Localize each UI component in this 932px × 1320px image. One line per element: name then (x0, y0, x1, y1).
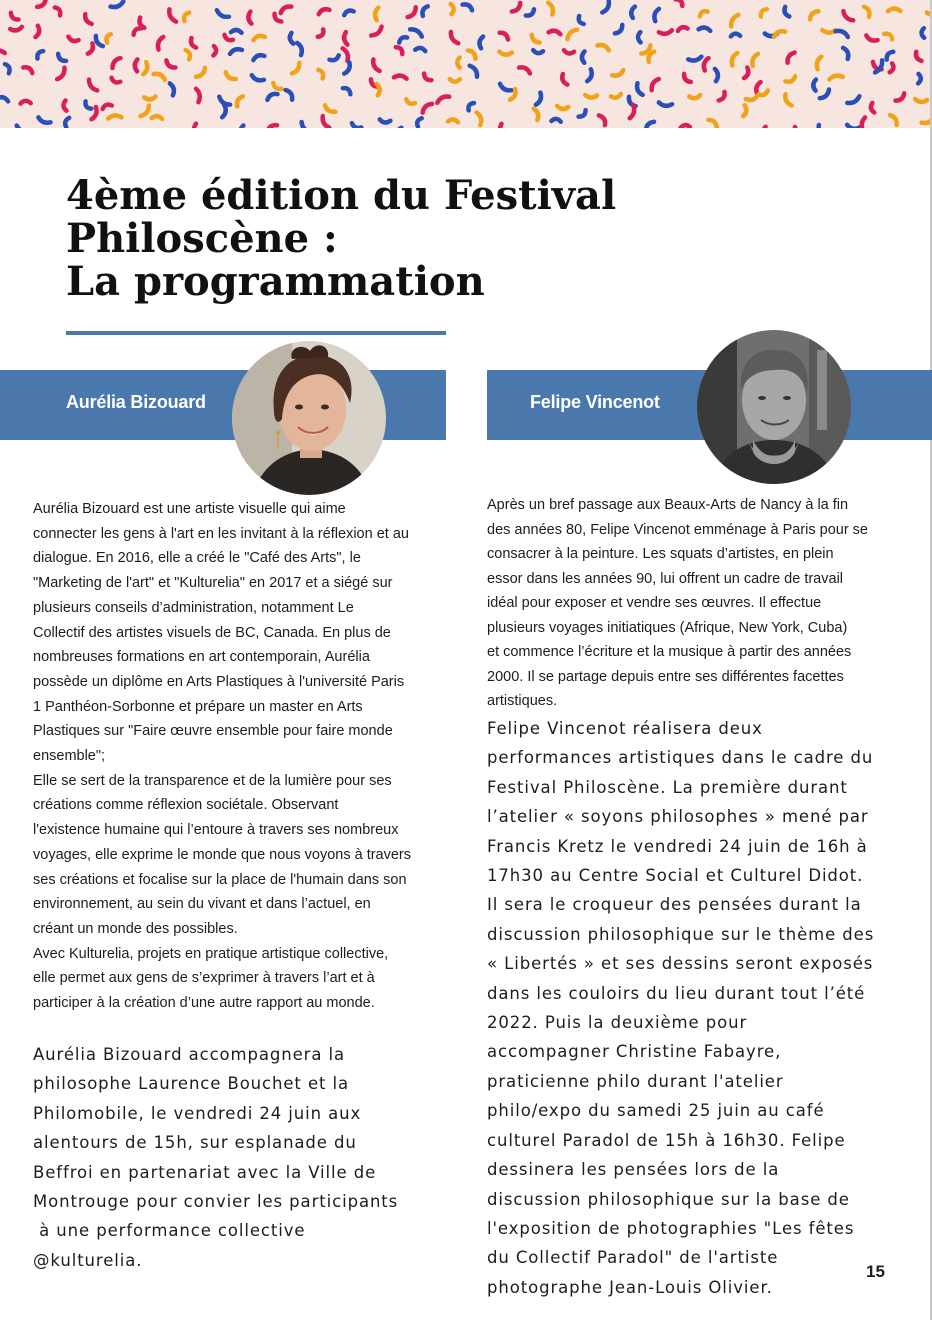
confetti-squiggle (141, 106, 149, 117)
confetti-squiggle (708, 120, 716, 128)
artist-right-portrait (697, 330, 851, 484)
confetti-squiggle (704, 58, 709, 70)
artist-right-bio-line: artistiques. (487, 693, 558, 709)
confetti-squiggle (630, 105, 634, 118)
confetti-squiggle (480, 37, 484, 49)
confetti-squiggle (916, 52, 922, 61)
confetti-squiggle (652, 79, 659, 90)
confetti-squiggle (820, 90, 829, 99)
confetti-squiggle (213, 46, 216, 55)
confetti-squiggle (659, 102, 672, 105)
confetti-squiggle (194, 124, 197, 128)
confetti-squiggle (0, 51, 5, 54)
confetti-squiggle (112, 78, 121, 83)
confetti-squiggle (512, 3, 520, 12)
confetti-squiggle (103, 105, 112, 109)
artist-right-performance-line: philo/expo du samedi 25 juin au café (487, 1101, 825, 1121)
artist-left-performance (33, 1040, 453, 1275)
confetti-squiggle (631, 7, 635, 18)
confetti-squiggle (38, 117, 50, 122)
confetti-squiggle (915, 99, 927, 102)
artist-right-performance-line: Il sera le croqueur des pensées durant la (487, 895, 862, 915)
confetti-squiggle (611, 94, 621, 98)
confetti-squiggle (248, 12, 251, 24)
artist-left-bio-line: plusieurs conseils d’administration, notamment Le (33, 599, 354, 616)
confetti-squiggle (758, 90, 768, 95)
artist-right-performance-line: l’atelier « soyons philosophes » mené par (487, 807, 869, 827)
artist-left-bio-line: créations comme réflexion sociétale. Observant (33, 797, 339, 814)
artist-right-performance-line: performances artistiques dans le cadre du (487, 748, 874, 768)
confetti-squiggle (319, 9, 330, 14)
confetti-squiggle (688, 57, 701, 61)
artist-left-bio-line: dialogue. En 2016, elle a créé le "Café des Arts", le (33, 550, 361, 567)
confetti-squiggle (534, 109, 539, 120)
confetti-squiggle (352, 123, 361, 128)
confetti-squiggle (68, 37, 78, 41)
confetti-squiggle (318, 29, 324, 36)
confetti-squiggle (500, 124, 504, 128)
confetti-squiggle (252, 75, 264, 80)
confetti-squiggle (373, 60, 379, 71)
confetti-squiggle (810, 11, 818, 19)
artist-right-bio-line: essor dans les années 90, lui offrent un cadre de travail (487, 570, 844, 587)
artist-right-bio-line: consacrer à la peinture. Les squats d’artistes, en plein (487, 546, 834, 562)
artist-right-performance-line: Francis Kretz le vendredi 24 juin de 16h à (487, 836, 868, 856)
confetti-squiggle (377, 84, 380, 95)
confetti-squiggle (58, 54, 66, 61)
artist-right-performance-line: accompagner Christine Fabayre, (487, 1042, 782, 1062)
confetti-squiggle (862, 117, 865, 128)
confetti-squiggle (582, 51, 585, 62)
confetti-squiggle (225, 35, 234, 40)
confetti-squiggle (887, 52, 894, 60)
artist-left-bio-line: elle permet aux gens de s’exprimer à travers l’art et à (33, 970, 375, 987)
confetti-squiggle (468, 103, 474, 110)
confetti-squiggle (408, 7, 416, 17)
confetti-squiggle (659, 30, 672, 34)
confetti-squiggle (866, 35, 877, 40)
confetti-squiggle (268, 125, 278, 128)
confetti-squiggle (599, 115, 605, 125)
confetti-squiggle (17, 126, 27, 128)
confetti-squiggle (273, 83, 281, 89)
confetti-squiggle (417, 118, 422, 127)
confetti-squiggle (813, 80, 816, 91)
artist-left-performance-line: Beffroi en partenariat avec la Ville de (33, 1162, 377, 1182)
confetti-squiggle (681, 125, 690, 128)
confetti-squiggle (450, 79, 460, 82)
confetti-squiggle (144, 97, 155, 100)
confetti-squiggle (477, 113, 482, 126)
artist-right-bio-line: des années 80, Felipe Vincenot emménage à Paris pour se (487, 521, 869, 538)
confetti-squiggle (108, 115, 121, 118)
confetti-banner (0, 0, 932, 128)
confetti-squiggle (579, 110, 586, 117)
artist-left-name: Aurélia Bizouard (66, 392, 206, 412)
confetti-squiggle (158, 37, 163, 50)
confetti-squiggle (890, 63, 894, 72)
artist-left-bio-line: possède un diplôme en Arts Plastiques à l'université Paris (33, 673, 405, 690)
title-underline (66, 331, 446, 335)
artist-right-performance-line: Festival Philoscène. La première durant (487, 777, 848, 797)
artist-left-performance-line: philosophe Laurence Bouchet et la (33, 1074, 350, 1094)
confetti-squiggle (254, 36, 265, 40)
confetti-squiggle (922, 28, 925, 38)
page-title (66, 174, 826, 303)
artist-left-bio-line: 1 Panthéon-Sorbonne et prépare un master en Arts (33, 698, 363, 715)
confetti-squiggle (699, 28, 711, 31)
confetti-squiggle (847, 125, 859, 128)
confetti-squiggle (21, 101, 31, 104)
artist-left-bio-line: environnement, au sein du vivant et dans l’actuel, en (33, 896, 371, 913)
confetti-squiggle (564, 50, 574, 53)
confetti-squiggle (152, 116, 162, 119)
artist-left-bio-line: ses créations et focalise sur la place de l'humain dans son (33, 871, 407, 888)
confetti-squiggle (761, 9, 767, 16)
artist-left-bio-line: Avec Kulturelia, projets en pratique artistique collective, (33, 945, 389, 962)
confetti-squiggle (884, 34, 892, 40)
artist-right-bio-line: et commence l’écriture et la musique à partir des années (487, 644, 852, 660)
confetti-squiggle (468, 51, 475, 59)
artist-left-bio-line: ensemble"; (33, 748, 106, 765)
page-number: 15 (866, 1262, 885, 1281)
confetti-squiggle (500, 33, 508, 40)
artist-right-performance (487, 714, 907, 1302)
confetti-squiggle (532, 35, 540, 43)
confetti-squiggle (519, 67, 530, 73)
confetti-squiggle (237, 96, 243, 106)
confetti-squiggle (226, 72, 236, 79)
confetti-pattern (0, 0, 932, 128)
confetti-squiggle (731, 34, 740, 37)
confetti-squiggle (548, 3, 553, 15)
confetti-squiggle (817, 57, 822, 70)
artist-right-performance-line: culturel Paradol de 15h à 16h30. Felipe (487, 1130, 846, 1150)
confetti-squiggle (415, 48, 425, 51)
title-line-2: Philoscène : (66, 215, 338, 262)
confetti-squiggle (422, 6, 427, 16)
confetti-squiggle (281, 6, 292, 13)
confetti-squiggle (89, 80, 97, 91)
confetti-squiggle (11, 13, 19, 20)
confetti-squiggle (890, 115, 897, 125)
artist-right-bio-line: idéal pour exposer et vendre ses œuvres. Il effectue (487, 595, 822, 611)
confetti-squiggle (526, 9, 534, 15)
confetti-squiggle (785, 94, 791, 105)
confetti-squiggle (795, 127, 806, 128)
confetti-squiggle (731, 15, 738, 27)
confetti-squiggle (217, 10, 229, 17)
confetti-squiggle (330, 55, 339, 60)
artist-left-bio-line: participer à la création d’une autre rapport au monde. (33, 995, 375, 1012)
confetti-squiggle (424, 74, 431, 81)
artist-left-performance-line: Montrouge pour convier les participants (33, 1192, 399, 1212)
confetti-squiggle (557, 106, 568, 109)
confetti-squiggle (170, 83, 174, 95)
confetti-squiggle (302, 122, 311, 128)
confetti-squiggle (743, 105, 746, 116)
artist-right-performance-line: l'exposition de photographies "Les fêtes (487, 1218, 855, 1238)
confetti-squiggle (10, 27, 22, 31)
confetti-squiggle (579, 16, 584, 24)
confetti-squiggle (267, 94, 277, 100)
confetti-squiggle (551, 119, 560, 122)
confetti-squiggle (423, 104, 433, 113)
confetti-squiggle (587, 69, 592, 81)
confetti-squiggle (746, 96, 757, 100)
confetti-squiggle (612, 70, 623, 76)
confetti-squiggle (533, 50, 543, 53)
artist-right-bio-line: Après un bref passage aux Beaux-Arts de Nancy à la fin (487, 497, 849, 513)
confetti-squiggle (888, 9, 901, 12)
confetti-squiggle (55, 8, 61, 16)
confetti-squiggle (290, 33, 293, 44)
artist-left-bio-line: voyages, elle exprime le monde que nous voyons à travers (33, 846, 412, 863)
confetti-squiggle (536, 93, 541, 105)
confetti-squiggle (410, 29, 422, 36)
confetti-squiggle (297, 43, 302, 55)
confetti-squiggle (752, 54, 758, 66)
confetti-squiggle (323, 116, 330, 128)
confetti-squiggle (567, 30, 577, 40)
artist-left-bio-line: nombreuses formations en art contemporain, Aurélia (33, 649, 370, 666)
confetti-squiggle (785, 76, 795, 81)
confetti-squiggle (676, 0, 683, 6)
artist-right-performance-line: 2022. Puis la deuxième pour (487, 1013, 748, 1033)
confetti-squiggle (562, 74, 567, 85)
artist-left-performance-line: à une performance collective (33, 1221, 306, 1241)
confetti-squiggle (343, 88, 351, 94)
artist-left-bio-line: Collectif des artistes visuels de BC, Canada. En plus de (33, 624, 391, 641)
confetti-squiggle (196, 68, 205, 77)
artist-right-bio-line: 2000. Il se partage depuis entre ses différentes facettes (487, 668, 844, 685)
confetti-squiggle (819, 125, 825, 128)
confetti-squiggle (231, 30, 242, 33)
confetti-squiggle (871, 103, 874, 113)
confetti-squiggle (585, 95, 597, 98)
confetti-squiggle (88, 43, 93, 53)
confetti-squiggle (375, 8, 378, 21)
artist-right-performance-line: praticienne philo durant l'atelier (487, 1071, 784, 1091)
confetti-squiggle (286, 90, 293, 100)
artist-left-bio-line: "Marketing de l'art" et "Kulturelia" en 2017 et a siégé sur (33, 575, 393, 592)
confetti-squiggle (253, 55, 264, 60)
confetti-squiggle (684, 74, 691, 82)
confetti-squiggle (549, 31, 561, 35)
confetti-squiggle (169, 9, 176, 21)
confetti-squiggle (615, 25, 622, 34)
confetti-squiggle (343, 48, 348, 61)
artist-right-performance-line: Felipe Vincenot réalisera deux (487, 719, 763, 738)
confetti-squiggle (134, 28, 142, 34)
artist-right-name: Felipe Vincenot (530, 392, 660, 412)
artist-right-performance-line: du Collectif Paradol" de l'artiste (487, 1248, 779, 1268)
artist-right-bio-line: plusieurs voyages initiatiques (Afrique, New York, Cuba) (487, 619, 848, 636)
confetti-squiggle (344, 32, 347, 45)
confetti-squiggle (732, 53, 738, 66)
confetti-squiggle (0, 97, 8, 101)
confetti-squiggle (700, 11, 708, 16)
confetti-squiggle (654, 9, 659, 21)
confetti-squiggle (143, 62, 147, 74)
confetti-squiggle (292, 63, 299, 74)
confetti-squiggle (166, 60, 175, 67)
confetti-squiggle (96, 36, 103, 46)
artist-left-bio-line: Aurélia Bizouard est une artiste visuelle qui aime (33, 501, 346, 517)
artist-right-performance-line: dessinera les pensées lors de la (487, 1160, 780, 1180)
confetti-squiggle (230, 49, 242, 54)
confetti-squiggle (602, 1, 609, 13)
confetti-squiggle (186, 50, 190, 59)
confetti-squiggle (85, 14, 92, 24)
confetti-squiggle (191, 38, 196, 48)
confetti-squiggle (65, 118, 69, 128)
confetti-squiggle (380, 119, 391, 122)
confetti-squiggle (763, 127, 766, 128)
confetti-squiggle (396, 47, 403, 54)
confetti-squiggle (678, 27, 688, 31)
artist-right-bio (487, 493, 892, 714)
artist-left-performance-line: alentours de 15h, sur esplanade du (33, 1133, 357, 1153)
confetti-squiggle (344, 11, 354, 16)
confetti-squiggle (399, 37, 407, 42)
confetti-squiggle (23, 67, 32, 73)
confetti-squiggle (406, 99, 415, 104)
confetti-squiggle (896, 93, 905, 100)
confetti-squiggle (37, 0, 46, 7)
confetti-squiggle (500, 84, 511, 91)
confetti-squiggle (918, 74, 921, 84)
artist-left-bio (33, 497, 438, 1016)
confetti-squiggle (638, 32, 641, 42)
confetti-squiggle (222, 105, 226, 118)
confetti-squiggle (451, 4, 454, 14)
confetti-squiggle (184, 13, 189, 22)
confetti-squiggle (646, 122, 654, 128)
confetti-squiggle (829, 76, 842, 80)
artist-left-bio-line: Elle se sert de la transparence et de la lumière pour ses (33, 772, 392, 789)
confetti-squiggle (499, 52, 512, 55)
artist-left-portrait (232, 341, 386, 495)
confetti-squiggle (470, 66, 477, 77)
artist-left-bio-line: Plastiques sur "Faire œuvre ensemble pour faire monde (33, 723, 393, 740)
confetti-squiggle (864, 7, 869, 17)
confetti-squiggle (597, 45, 609, 50)
artist-left-performance-line: Philomobile, le vendredi 24 juin aux (33, 1103, 362, 1123)
confetti-squiggle (106, 34, 110, 42)
confetti-squiggle (196, 89, 200, 102)
confetti-squiggle (318, 70, 323, 79)
artist-right-performance-line: dans les couloirs du lieu durant tout l’été (487, 983, 866, 1003)
artist-left-bio-line: l'existence humaine qui l’entoure à travers ses nombreux (33, 822, 399, 839)
confetti-squiggle (637, 83, 643, 95)
confetti-squiggle (463, 4, 473, 10)
confetti-squiggle (325, 105, 335, 112)
confetti-squiggle (85, 101, 91, 108)
confetti-squiggle (847, 96, 859, 103)
artist-right-performance-line: 17h30 au Centre Social et Culturel Didot. (487, 866, 864, 886)
confetti-squiggle (154, 74, 165, 80)
confetti-squiggle (451, 32, 458, 43)
confetti-squiggle (836, 31, 848, 37)
confetti-squiggle (744, 68, 748, 79)
confetti-squiggle (63, 101, 66, 111)
confetti-squiggle (344, 62, 350, 73)
confetti-squiggle (111, 1, 124, 7)
confetti-squiggle (113, 58, 121, 68)
confetti-squiggle (784, 7, 789, 17)
confetti-squiggle (649, 52, 655, 62)
confetti-squiggle (37, 51, 43, 59)
artist-right-performance-line: discussion philosophique sur le thème des (487, 924, 875, 944)
confetti-squiggle (5, 64, 10, 73)
confetti-squiggle (371, 27, 381, 36)
confetti-squiggle (240, 126, 244, 129)
artist-left-performance-line: Aurélia Bizouard accompagnera la (33, 1045, 346, 1064)
confetti-squiggle (135, 59, 138, 71)
confetti-squiggle (774, 31, 785, 36)
confetti-squiggle (843, 48, 848, 59)
confetti-squiggle (689, 95, 700, 98)
confetti-squiggle (719, 92, 725, 101)
artist-right-performance-line: photographe Jean-Louis Olivier. (487, 1277, 773, 1297)
title-line-1: 4ème édition du Festival (66, 172, 617, 219)
confetti-squiggle (36, 26, 40, 37)
confetti-squiggle (57, 68, 64, 80)
artist-right-performance-line: discussion philosophique sur la base de (487, 1189, 850, 1209)
confetti-squiggle (457, 58, 460, 68)
artist-left-performance-line: @kulturelia. (33, 1250, 143, 1270)
artist-left-bio-line: connecter les gens à l'art en les invitant à la réflexion et au (33, 525, 409, 542)
confetti-squiggle (394, 76, 407, 79)
confetti-squiggle (788, 53, 795, 63)
confetti-squiggle (437, 96, 449, 102)
title-line-3: La programmation (66, 258, 485, 305)
confetti-squiggle (715, 69, 718, 81)
artist-left-bio-line: créant un monde des possibles. (33, 920, 238, 937)
confetti-squiggle (843, 11, 853, 20)
confetti-squiggle (448, 119, 458, 122)
artist-right-performance-line: « Libertés » et ses dessins seront exposés (487, 954, 874, 974)
